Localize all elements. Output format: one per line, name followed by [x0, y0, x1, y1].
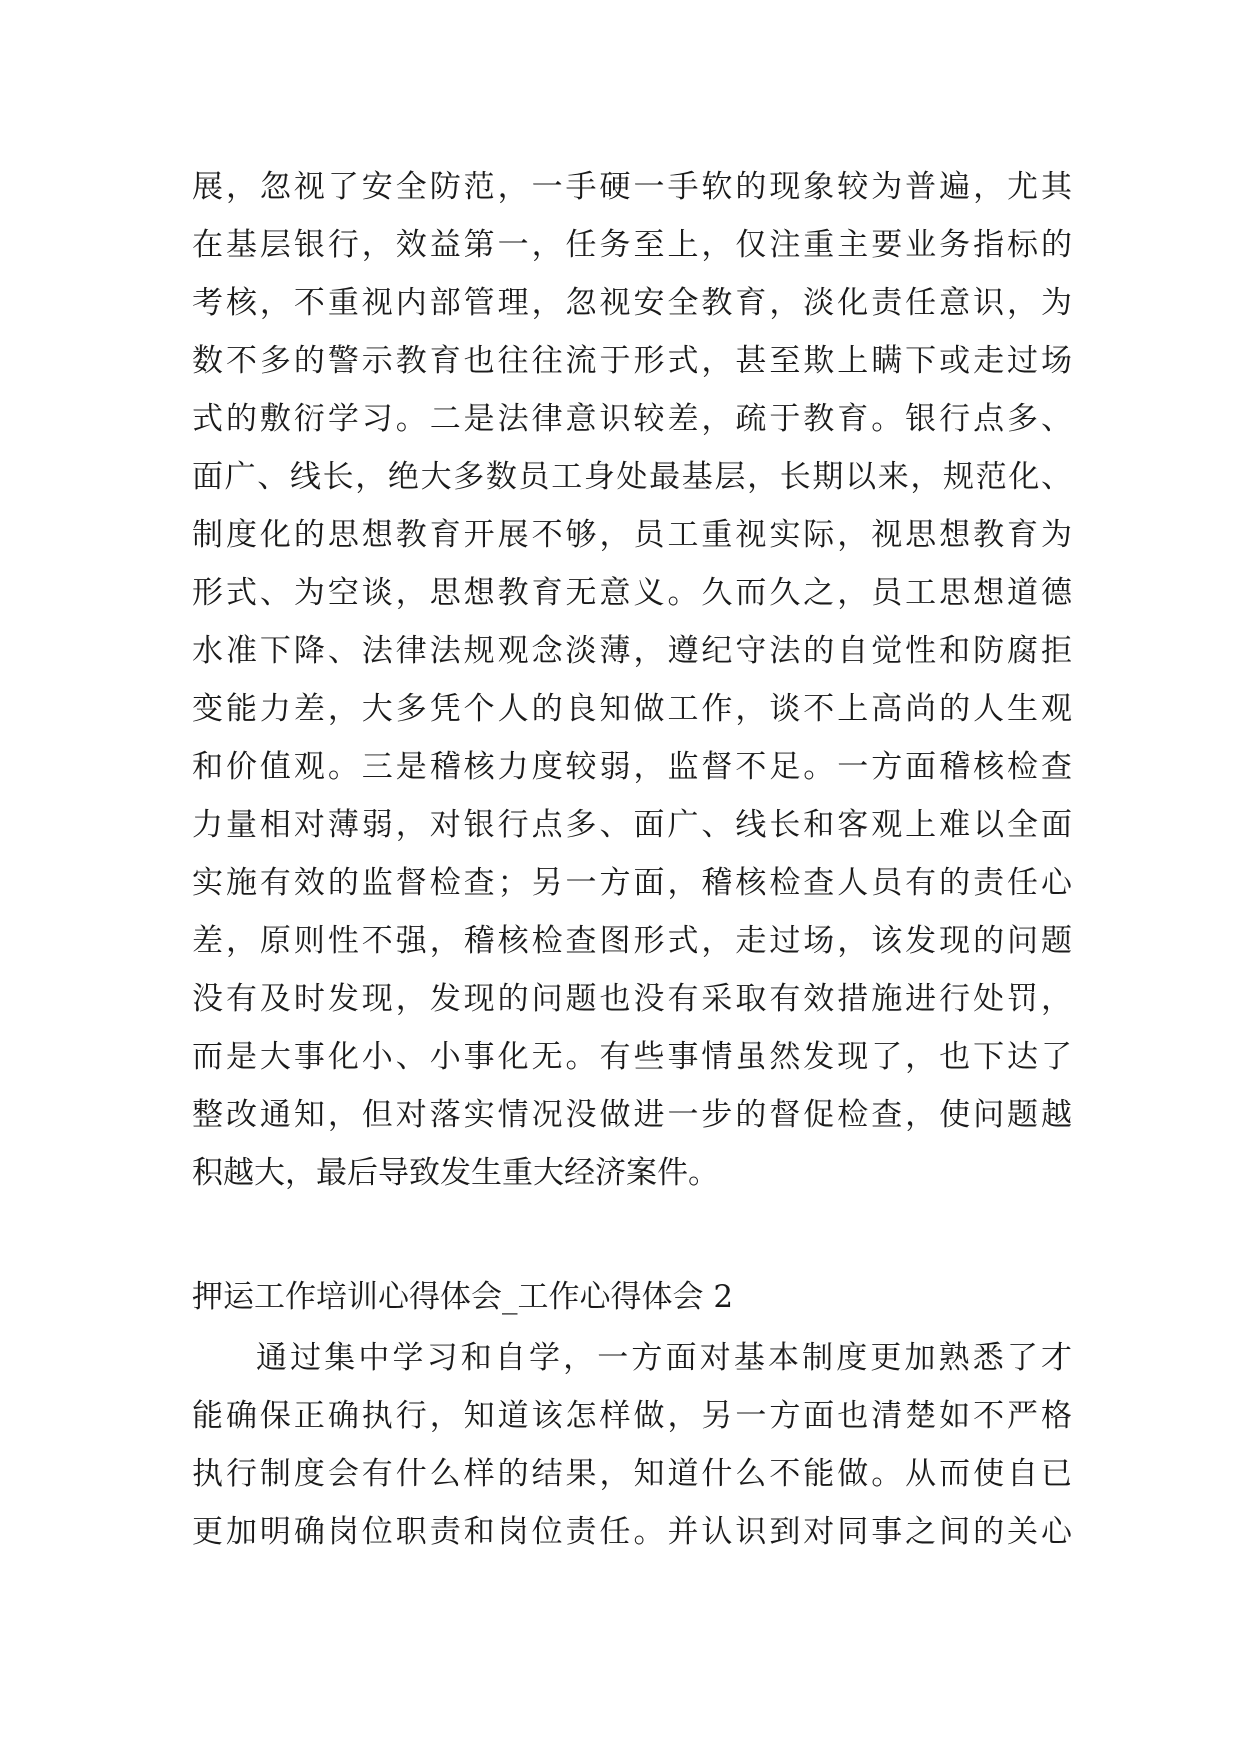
text-line: 制度化的思想教育开展不够，员工重视实际，视思想教育为	[192, 517, 1072, 553]
text-line: 积越大，最后导致发生重大经济案件。	[192, 1155, 719, 1191]
text-line: 差，原则性不强，稽核检查图形式，走过场，该发现的问题	[192, 923, 1072, 959]
paragraph-training-reflection	[192, 1329, 1072, 1561]
paragraph-risk-analysis	[192, 158, 1072, 1202]
text-line: 和价值观。三是稽核力度较弱，监督不足。一方面稽核检查	[192, 749, 1072, 785]
text-line: 更加明确岗位职责和岗位责任。并认识到对同事之间的关心	[192, 1514, 1072, 1550]
text-line: 形式、为空谈，思想教育无意义。久而久之，员工思想道德	[192, 575, 1072, 611]
text-line: 没有及时发现，发现的问题也没有采取有效措施进行处罚，	[192, 981, 1072, 1017]
text-line: 能确保正确执行，知道该怎样做，另一方面也清楚如不严格	[192, 1398, 1072, 1434]
text-line: 实施有效的监督检查；另一方面，稽核检查人员有的责任心	[192, 865, 1072, 901]
text-line: 在基层银行，效益第一，任务至上，仅注重主要业务指标的	[192, 227, 1072, 263]
text-line: 面广、线长，绝大多数员工身处最基层，长期以来，规范化、	[192, 459, 1072, 495]
text-line: 而是大事化小、小事化无。有些事情虽然发现了，也下达了	[192, 1039, 1072, 1075]
text-line: 力量相对薄弱，对银行点多、面广、线长和客观上难以全面	[192, 807, 1072, 843]
text-line: 执行制度会有什么样的结果，知道什么不能做。从而使自已	[192, 1456, 1072, 1492]
text-line: 式的敷衍学习。二是法律意识较差，疏于教育。银行点多、	[192, 401, 1072, 437]
section-heading: 押运工作培训心得体会_工作心得体会 2	[192, 1279, 734, 1315]
text-line: 通过集中学习和自学，一方面对基本制度更加熟悉了才	[256, 1340, 1072, 1376]
text-line: 变能力差，大多凭个人的良知做工作，谈不上高尚的人生观	[192, 691, 1072, 727]
text-line: 展，忽视了安全防范，一手硬一手软的现象较为普遍，尤其	[192, 169, 1072, 205]
text-line: 整改通知，但对落实情况没做进一步的督促检查，使问题越	[192, 1097, 1072, 1133]
text-line: 水准下降、法律法规观念淡薄，遵纪守法的自觉性和防腐拒	[192, 633, 1072, 669]
text-line: 考核，不重视内部管理，忽视安全教育，淡化责任意识，为	[192, 285, 1072, 321]
text-line: 数不多的警示教育也往往流于形式，甚至欺上瞒下或走过场	[192, 343, 1072, 379]
